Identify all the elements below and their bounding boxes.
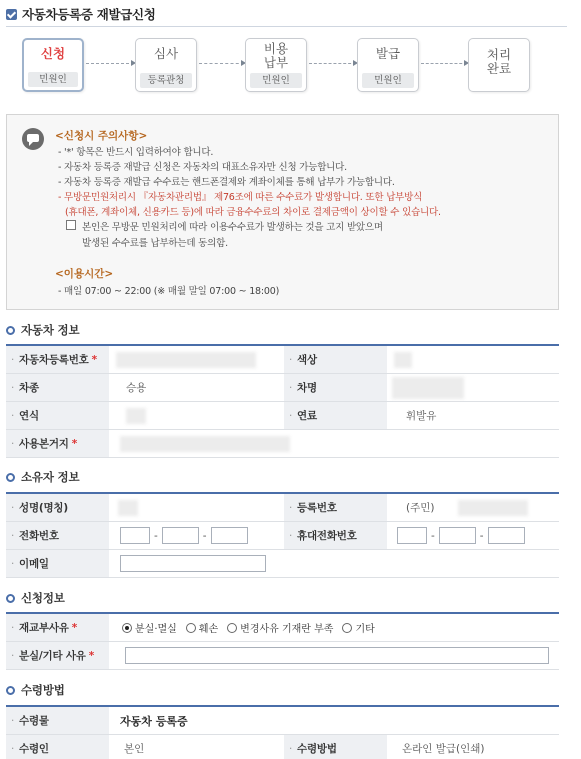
label-phone: · 전화번호 bbox=[6, 522, 109, 549]
checkbox-icon bbox=[6, 9, 17, 20]
table-row bbox=[6, 494, 559, 522]
section-owner-info bbox=[6, 469, 79, 485]
label-reg-number: · 등록번호 bbox=[284, 494, 387, 521]
owner-name-value bbox=[118, 494, 138, 521]
label-reissue-reason: · 재교부사유 * bbox=[6, 614, 109, 641]
step-actor: 민원인 bbox=[250, 73, 302, 88]
label-year: · 연식 bbox=[6, 402, 109, 429]
page-title: 자동차등록증 재발급신청 bbox=[22, 7, 156, 22]
label-car-model: · 차명 bbox=[284, 374, 387, 401]
label-receipt-item: · 수령물 bbox=[6, 707, 109, 734]
title-divider bbox=[6, 26, 567, 27]
step-name: 발급 bbox=[375, 46, 401, 61]
table-row bbox=[6, 430, 559, 458]
agree-label: 본인은 무방문 민원처리에 따라 이용수수료가 발생하는 것을 고지 받았으며 bbox=[82, 222, 383, 233]
section-title: 자동차 정보 bbox=[21, 323, 80, 337]
bullet-ring-icon bbox=[6, 326, 15, 335]
vehicle-table bbox=[6, 344, 559, 458]
year-value bbox=[126, 402, 146, 429]
step-apply bbox=[22, 38, 84, 92]
receipt-table bbox=[6, 705, 559, 759]
step-actor: 민원인 bbox=[362, 73, 414, 88]
fuel-value: 휘발유 bbox=[406, 410, 437, 422]
reason-option-damaged[interactable]: 훼손 bbox=[186, 620, 218, 635]
step-name: 비용 납부 bbox=[263, 41, 289, 70]
reg-number-value bbox=[406, 494, 528, 521]
table-row bbox=[6, 550, 559, 578]
speech-bubble-icon bbox=[22, 128, 44, 150]
step-arrow bbox=[309, 63, 356, 64]
notice-line: - '*' 항목은 반드시 입력하여야 합니다. bbox=[58, 147, 214, 158]
notice-line-warning: (휴대폰, 계좌이체, 신용카드 등)에 따라 금융수수료의 차이로 결제금액이 상이할 수 있습니다. bbox=[65, 207, 441, 218]
section-title: 신청정보 bbox=[21, 591, 65, 605]
hours-heading: <이용시간> bbox=[55, 268, 114, 280]
receiver-value: 본인 bbox=[124, 743, 145, 755]
email-input[interactable] bbox=[120, 555, 266, 572]
notice-line-warning: - 무방문민원처리시 『자동차관리법』 제76조에 따른 수수료가 발생합니다. 또한 납부방식 bbox=[58, 192, 423, 203]
detail-reason-input[interactable] bbox=[125, 647, 549, 664]
table-row bbox=[6, 707, 559, 735]
label-mobile: · 휴대전화번호 bbox=[284, 522, 387, 549]
mobile-fields: - - bbox=[397, 522, 525, 549]
label-color: · 색상 bbox=[284, 346, 387, 373]
receipt-method-value: 온라인 발급(인쇄) bbox=[402, 743, 485, 755]
bullet-ring-icon bbox=[6, 473, 15, 482]
phone-input-3[interactable] bbox=[211, 527, 248, 544]
step-review bbox=[135, 38, 197, 92]
detail-field-wrap bbox=[125, 642, 549, 669]
radio[interactable] bbox=[186, 623, 196, 633]
step-actor: 민원인 bbox=[28, 72, 78, 87]
car-model-value bbox=[392, 374, 464, 401]
table-row bbox=[6, 522, 559, 550]
step-name: 심사 bbox=[153, 46, 179, 61]
base-address-value bbox=[120, 430, 290, 457]
label-owner-name: · 성명(명칭) bbox=[6, 494, 109, 521]
step-name: 신청 bbox=[40, 46, 66, 61]
step-complete bbox=[468, 38, 530, 92]
step-payment bbox=[245, 38, 307, 92]
page-title-bar bbox=[6, 5, 156, 23]
table-row bbox=[6, 346, 559, 374]
phone-fields: - - bbox=[120, 522, 248, 549]
reason-option-insufficient-space[interactable]: 변경사유 기재란 부족 bbox=[227, 620, 333, 635]
label-car-type: · 차종 bbox=[6, 374, 109, 401]
bullet-ring-icon bbox=[6, 594, 15, 603]
label-reg-no: · 자동차등록번호 * bbox=[6, 346, 109, 373]
reg-number-prefix: (주민) bbox=[406, 502, 435, 514]
receipt-item-value: 자동차 등록증 bbox=[120, 714, 188, 728]
step-arrow bbox=[86, 63, 134, 64]
hours-text: - 매일 07:00 ~ 22:00 (※ 매월 말일 07:00 ~ 18:00) bbox=[58, 286, 280, 297]
label-detail-reason: · 분실/기타 사유 * bbox=[6, 642, 109, 669]
phone-input-2[interactable] bbox=[162, 527, 199, 544]
label-base-address: · 사용본거지 * bbox=[6, 430, 109, 457]
label-receiver: · 수령인 bbox=[6, 735, 109, 759]
step-arrow bbox=[199, 63, 244, 64]
radio[interactable] bbox=[342, 623, 352, 633]
section-title: 수령방법 bbox=[21, 683, 65, 697]
radio-selected[interactable] bbox=[122, 623, 132, 633]
table-row bbox=[6, 402, 559, 430]
mobile-input-2[interactable] bbox=[439, 527, 476, 544]
reg-no-value bbox=[116, 346, 256, 373]
section-receipt-method bbox=[6, 682, 65, 698]
label-email: · 이메일 bbox=[6, 550, 109, 577]
email-field-wrap bbox=[120, 550, 266, 577]
car-type-value: 승용 bbox=[126, 382, 147, 394]
agree-checkbox[interactable] bbox=[66, 220, 76, 230]
label-receipt-method: · 수령방법 bbox=[284, 735, 387, 759]
notice-line: - 자동차 등록증 재발급 신청은 자동차의 대표소유자만 신청 가능합니다. bbox=[58, 162, 347, 173]
agree-label: 발생된 수수료를 납부하는데 동의함. bbox=[82, 238, 228, 249]
reason-option-other[interactable]: 기타 bbox=[342, 620, 374, 635]
color-value bbox=[394, 346, 412, 373]
notice-line: - 자동차 등록증 재발급 수수료는 핸드폰결제와 계좌이체를 통해 납부가 가능합니다. bbox=[58, 177, 395, 188]
bullet-ring-icon bbox=[6, 686, 15, 695]
section-title: 소유자 정보 bbox=[21, 470, 80, 484]
owner-table bbox=[6, 492, 559, 578]
phone-input-1[interactable] bbox=[120, 527, 150, 544]
section-application-info bbox=[6, 590, 65, 606]
step-issue bbox=[357, 38, 419, 92]
reason-radio-group bbox=[122, 614, 384, 641]
reason-option-lost[interactable]: 분실·멸실 bbox=[122, 620, 177, 635]
table-row bbox=[6, 735, 559, 759]
table-row bbox=[6, 614, 559, 642]
step-actor: 등록관청 bbox=[140, 73, 192, 88]
step-name: 처리 완료 bbox=[486, 47, 512, 76]
notice-heading: <신청시 주의사항> bbox=[55, 130, 148, 142]
table-row bbox=[6, 374, 559, 402]
mobile-input-3[interactable] bbox=[488, 527, 525, 544]
radio[interactable] bbox=[227, 623, 237, 633]
table-row bbox=[6, 642, 559, 670]
section-vehicle-info bbox=[6, 322, 79, 338]
step-arrow bbox=[421, 63, 467, 64]
application-table bbox=[6, 612, 559, 670]
notice-box bbox=[6, 114, 559, 310]
mobile-input-1[interactable] bbox=[397, 527, 427, 544]
label-fuel: · 연료 bbox=[284, 402, 387, 429]
